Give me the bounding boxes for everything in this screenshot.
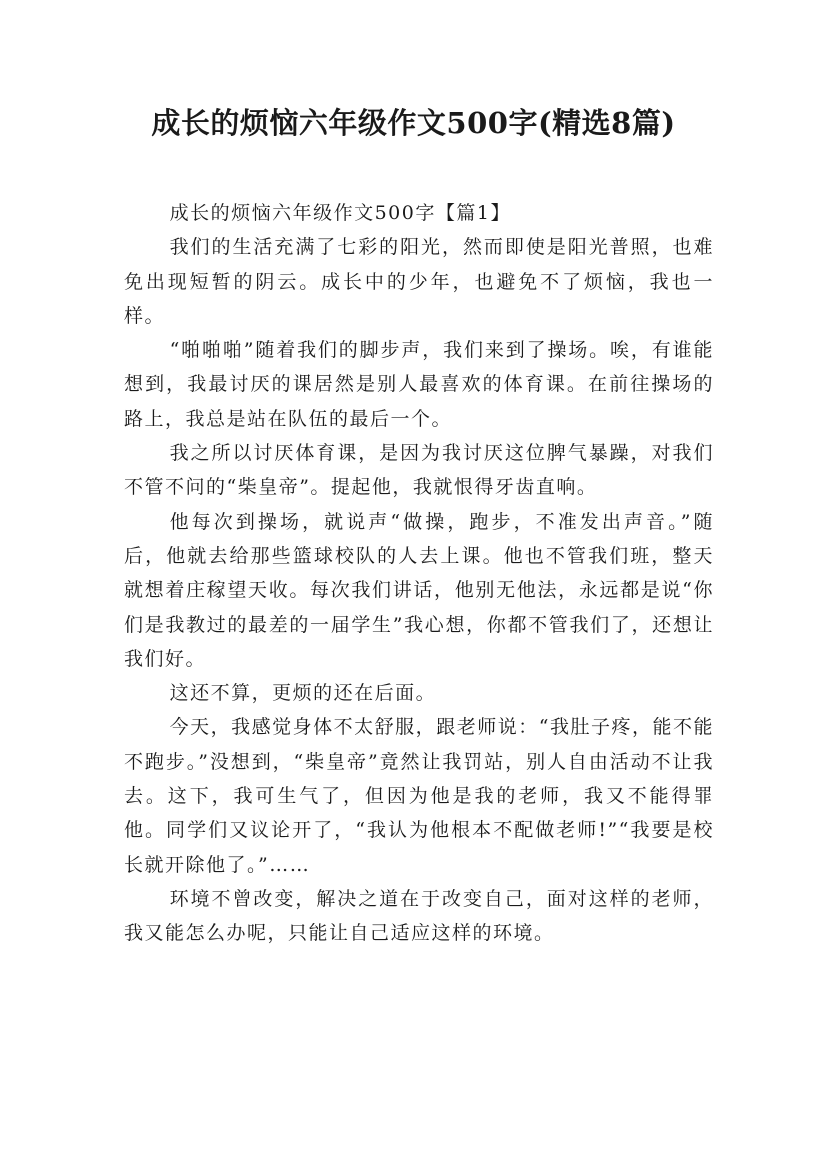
section-heading: 成长的烦恼六年级作文500字【篇1】 — [169, 202, 511, 224]
paragraph-5: 这还不算，更烦的还在后面。 — [169, 682, 437, 705]
document-body — [124, 196, 714, 951]
document-title: 成长的烦恼六年级作文500字(精选8篇) — [151, 106, 676, 140]
paragraph-6: 今天，我感觉身体不太舒服，跟老师说：“我肚子疼，能不能不跑步。”没想到，“柴皇帝”竟然让我罚站，别人自由活动不让我去。这下，我可生气了，但因为他是我的老师，我又不能得罪他。同学们又议论开了，“我认为他根本不配做老师!”“我要是校长就开除他了。”…… — [124, 716, 714, 876]
paragraph-7: 环境不曾改变，解决之道在于改变自己，面对这样的老师，我又能怎么办呢，只能让自己适应这样的环境。 — [124, 887, 714, 945]
paragraph-4: 他每次到操场，就说声“做操，跑步，不准发出声音。”随后，他就去给那些篮球校队的人去上课。他也不管我们班，整天就想着庄稼望天收。每次我们讲话，他别无他法，永远都是说“你们是我教过的最差的一届学生”我心想，你都不管我们了，还想让我们好。 — [124, 510, 714, 670]
paragraph-2: “啪啪啪”随着我们的脚步声，我们来到了操场。唉，有谁能想到，我最讨厌的课居然是别人最喜欢的体育课。在前往操场的路上，我总是站在队伍的最后一个。 — [124, 339, 714, 430]
paragraph-3: 我之所以讨厌体育课，是因为我讨厌这位脾气暴躁，对我们不管不问的“柴皇帝”。提起他，我就恨得牙齿直响。 — [124, 442, 714, 499]
paragraph-1: 我们的生活充满了七彩的阳光，然而即使是阳光普照，也难免出现短暂的阴云。成长中的少年，也避免不了烦恼，我也一样。 — [124, 236, 714, 327]
